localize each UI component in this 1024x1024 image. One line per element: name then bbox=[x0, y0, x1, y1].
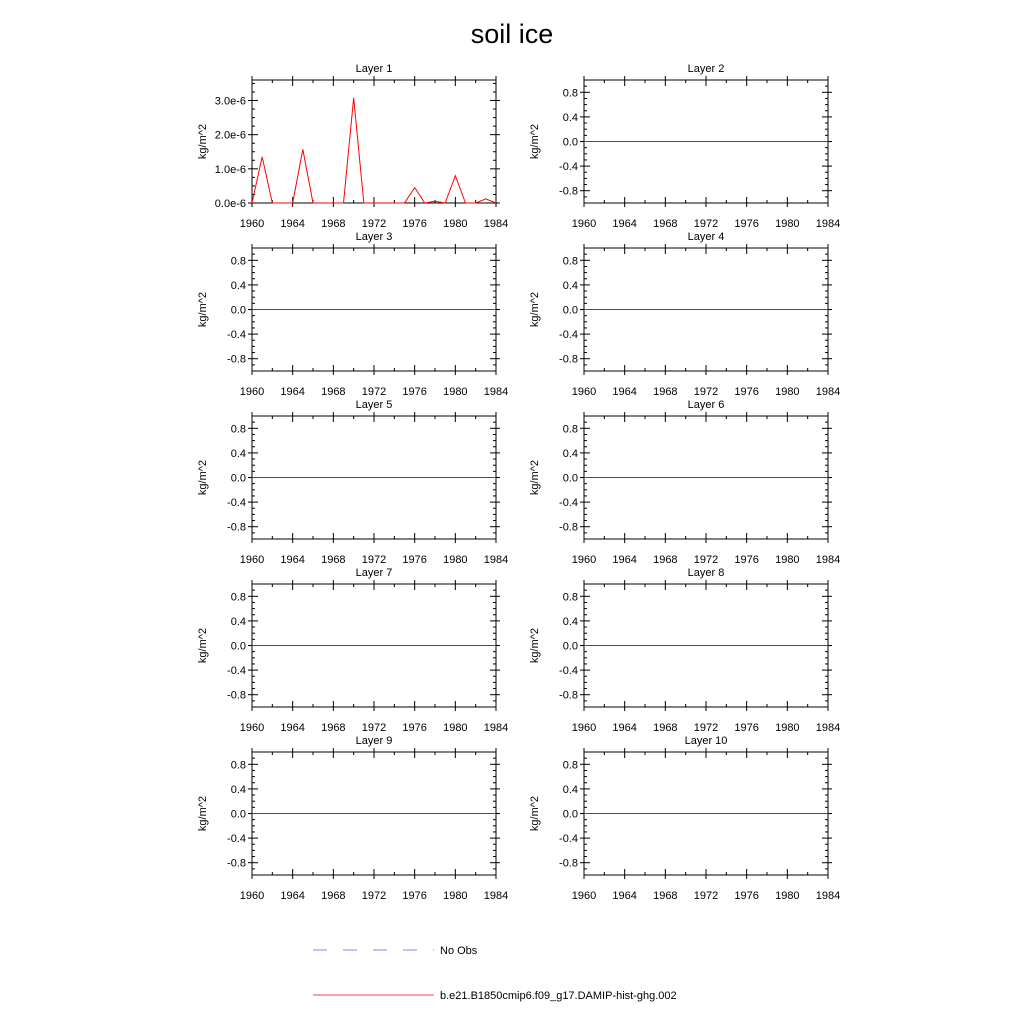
y-tick-label: -0.8 bbox=[227, 353, 246, 366]
y-tick-label: -0.4 bbox=[559, 161, 578, 174]
y-axis-label: kg/m^2 bbox=[529, 459, 541, 496]
y-tick-label: 0.4 bbox=[230, 447, 246, 460]
y-tick-label: -0.4 bbox=[227, 665, 246, 678]
y-tick-label: 0.4 bbox=[562, 447, 578, 460]
y-tick-label: 0.0 bbox=[230, 304, 246, 317]
y-tick-label: 0.0 bbox=[562, 808, 578, 821]
y-tick-label: -0.8 bbox=[559, 521, 578, 534]
y-tick-label: 0.8 bbox=[230, 759, 246, 772]
series-line bbox=[252, 98, 496, 203]
panel-layer-5 bbox=[197, 399, 508, 566]
x-tick-label: 1968 bbox=[321, 890, 346, 902]
y-axis-label: kg/m^2 bbox=[197, 627, 209, 664]
panel-layer-6 bbox=[529, 399, 840, 566]
y-tick-label: -0.8 bbox=[559, 689, 578, 702]
y-tick-label: 1.0e-6 bbox=[214, 163, 246, 176]
x-tick-label: 1984 bbox=[483, 386, 509, 398]
y-axis-label: kg/m^2 bbox=[197, 291, 209, 328]
panel-layer-2 bbox=[529, 63, 840, 230]
y-tick-label: 0.4 bbox=[562, 615, 578, 628]
x-tick-label: 1960 bbox=[239, 218, 265, 230]
y-tick-label: -0.8 bbox=[559, 857, 578, 870]
x-tick-label: 1960 bbox=[239, 554, 265, 566]
x-tick-label: 1964 bbox=[612, 386, 637, 398]
x-tick-label: 1960 bbox=[571, 218, 597, 230]
x-tick-label: 1984 bbox=[815, 218, 841, 230]
y-tick-label: 0.0 bbox=[562, 472, 578, 485]
y-tick-label: -0.8 bbox=[227, 857, 246, 870]
x-tick-label: 1964 bbox=[612, 890, 637, 902]
x-tick-label: 1980 bbox=[443, 386, 468, 398]
x-tick-label: 1968 bbox=[653, 890, 678, 902]
x-tick-label: 1964 bbox=[280, 890, 305, 902]
x-tick-label: 1980 bbox=[443, 554, 468, 566]
x-tick-label: 1972 bbox=[693, 218, 719, 230]
x-tick-label: 1976 bbox=[734, 554, 759, 566]
x-tick-label: 1968 bbox=[653, 386, 678, 398]
y-axis-label: kg/m^2 bbox=[529, 291, 541, 328]
y-tick-label: 2.0e-6 bbox=[214, 129, 246, 142]
x-tick-label: 1964 bbox=[612, 218, 637, 230]
x-tick-label: 1960 bbox=[239, 386, 265, 398]
y-axis-label: kg/m^2 bbox=[529, 795, 541, 832]
y-tick-label: -0.8 bbox=[559, 353, 578, 366]
y-tick-label: 0.0 bbox=[230, 640, 246, 653]
y-tick-label: 0.8 bbox=[230, 255, 246, 268]
x-tick-label: 1984 bbox=[815, 554, 841, 566]
x-tick-label: 1972 bbox=[361, 554, 387, 566]
legend-label: b.e21.B1850cmip6.f09_g17.DAMIP-hist-ghg.002 bbox=[440, 990, 677, 1002]
y-tick-label: -0.4 bbox=[227, 833, 246, 846]
x-tick-label: 1976 bbox=[402, 722, 427, 734]
x-tick-label: 1980 bbox=[443, 722, 468, 734]
y-tick-label: -0.4 bbox=[227, 329, 246, 342]
legend-entry-2 bbox=[313, 990, 677, 1002]
legend bbox=[313, 945, 677, 1002]
x-tick-label: 1972 bbox=[361, 386, 387, 398]
x-tick-label: 1960 bbox=[239, 722, 265, 734]
x-tick-label: 1972 bbox=[693, 890, 719, 902]
x-tick-label: 1972 bbox=[693, 554, 719, 566]
plot-frame bbox=[252, 80, 496, 203]
y-tick-label: 0.0e-6 bbox=[214, 198, 246, 210]
x-tick-label: 1980 bbox=[775, 554, 800, 566]
x-tick-label: 1980 bbox=[775, 722, 800, 734]
x-tick-label: 1984 bbox=[815, 722, 841, 734]
y-tick-label: 0.4 bbox=[230, 615, 246, 628]
panel-title: Layer 6 bbox=[687, 399, 725, 411]
x-tick-label: 1984 bbox=[483, 722, 509, 734]
x-tick-label: 1964 bbox=[612, 722, 637, 734]
y-tick-label: 0.4 bbox=[230, 783, 246, 796]
x-tick-label: 1972 bbox=[693, 722, 719, 734]
panel-layer-1 bbox=[197, 63, 508, 230]
panel-layer-3 bbox=[197, 231, 508, 398]
x-tick-label: 1980 bbox=[443, 890, 468, 902]
x-tick-label: 1964 bbox=[280, 386, 305, 398]
y-tick-label: -0.4 bbox=[227, 497, 246, 510]
x-tick-label: 1964 bbox=[280, 218, 305, 230]
x-tick-label: 1960 bbox=[239, 890, 265, 902]
x-tick-label: 1984 bbox=[815, 890, 841, 902]
panel-layer-10 bbox=[529, 735, 840, 902]
y-tick-label: -0.8 bbox=[227, 521, 246, 534]
x-tick-label: 1972 bbox=[361, 722, 387, 734]
y-tick-label: 0.4 bbox=[230, 279, 246, 292]
x-tick-label: 1968 bbox=[653, 722, 678, 734]
y-tick-label: 0.0 bbox=[562, 640, 578, 653]
y-axis-label: kg/m^2 bbox=[529, 123, 541, 160]
panel-title: Layer 7 bbox=[355, 567, 393, 579]
y-tick-label: -0.8 bbox=[559, 185, 578, 198]
x-tick-label: 1976 bbox=[402, 218, 427, 230]
panel-title: Layer 1 bbox=[355, 63, 393, 75]
y-tick-label: 0.8 bbox=[230, 423, 246, 436]
y-axis-label: kg/m^2 bbox=[197, 123, 209, 160]
x-tick-label: 1976 bbox=[402, 890, 427, 902]
x-tick-label: 1976 bbox=[734, 722, 759, 734]
y-tick-label: -0.4 bbox=[559, 329, 578, 342]
x-tick-label: 1960 bbox=[571, 386, 597, 398]
x-tick-label: 1980 bbox=[775, 386, 800, 398]
panel-layer-4 bbox=[529, 231, 840, 398]
y-tick-label: -0.4 bbox=[559, 833, 578, 846]
panel-layer-9 bbox=[197, 735, 508, 902]
x-tick-label: 1968 bbox=[321, 386, 346, 398]
y-tick-label: -0.4 bbox=[559, 497, 578, 510]
x-tick-label: 1976 bbox=[402, 554, 427, 566]
x-tick-label: 1968 bbox=[321, 554, 346, 566]
x-tick-label: 1972 bbox=[693, 386, 719, 398]
y-tick-label: 0.4 bbox=[562, 783, 578, 796]
panel-title: Layer 4 bbox=[687, 231, 725, 243]
x-tick-label: 1984 bbox=[483, 218, 509, 230]
y-tick-label: 0.0 bbox=[230, 472, 246, 485]
panel-title: Layer 2 bbox=[687, 63, 725, 75]
legend-label: No Obs bbox=[440, 945, 478, 957]
y-tick-label: 0.4 bbox=[562, 111, 578, 124]
x-tick-label: 1976 bbox=[734, 218, 759, 230]
y-axis-label: kg/m^2 bbox=[529, 627, 541, 664]
x-tick-label: 1984 bbox=[483, 890, 509, 902]
x-tick-label: 1964 bbox=[280, 554, 305, 566]
y-tick-label: 0.0 bbox=[562, 136, 578, 149]
x-tick-label: 1980 bbox=[775, 890, 800, 902]
y-tick-label: -0.8 bbox=[227, 689, 246, 702]
panel-title: Layer 5 bbox=[355, 399, 393, 411]
x-tick-label: 1964 bbox=[280, 722, 305, 734]
legend-entry-1 bbox=[313, 945, 478, 957]
y-axis-label: kg/m^2 bbox=[197, 795, 209, 832]
x-tick-label: 1968 bbox=[653, 218, 678, 230]
x-tick-label: 1976 bbox=[402, 386, 427, 398]
panel-title: Layer 9 bbox=[355, 735, 393, 747]
x-tick-label: 1984 bbox=[815, 386, 841, 398]
x-tick-label: 1960 bbox=[571, 554, 597, 566]
y-tick-label: 0.8 bbox=[562, 591, 578, 604]
y-tick-label: 0.0 bbox=[230, 808, 246, 821]
y-tick-label: 0.8 bbox=[562, 423, 578, 436]
y-tick-label: 0.4 bbox=[562, 279, 578, 292]
x-tick-label: 1968 bbox=[321, 218, 346, 230]
y-tick-label: 0.8 bbox=[562, 255, 578, 268]
x-tick-label: 1976 bbox=[734, 890, 759, 902]
panel-title: Layer 8 bbox=[687, 567, 725, 579]
x-tick-label: 1964 bbox=[612, 554, 637, 566]
y-axis-label: kg/m^2 bbox=[197, 459, 209, 496]
x-tick-label: 1960 bbox=[571, 722, 597, 734]
panel-layer-8 bbox=[529, 567, 840, 734]
x-tick-label: 1984 bbox=[483, 554, 509, 566]
y-tick-label: 0.8 bbox=[562, 759, 578, 772]
x-tick-label: 1980 bbox=[443, 218, 468, 230]
x-tick-label: 1976 bbox=[734, 386, 759, 398]
y-tick-label: 3.0e-6 bbox=[214, 95, 246, 108]
x-tick-label: 1960 bbox=[571, 890, 597, 902]
y-tick-label: -0.4 bbox=[559, 665, 578, 678]
panel-title: Layer 10 bbox=[684, 735, 728, 747]
y-tick-label: 0.0 bbox=[562, 304, 578, 317]
panel-title: Layer 3 bbox=[355, 231, 393, 243]
x-tick-label: 1972 bbox=[361, 218, 387, 230]
x-tick-label: 1968 bbox=[321, 722, 346, 734]
x-tick-label: 1972 bbox=[361, 890, 387, 902]
panel-grid bbox=[197, 63, 840, 902]
y-tick-label: 0.8 bbox=[562, 87, 578, 100]
x-tick-label: 1968 bbox=[653, 554, 678, 566]
figure-title: soil ice bbox=[470, 19, 554, 49]
y-tick-label: 0.8 bbox=[230, 591, 246, 604]
x-tick-label: 1980 bbox=[775, 218, 800, 230]
panel-layer-7 bbox=[197, 567, 508, 734]
